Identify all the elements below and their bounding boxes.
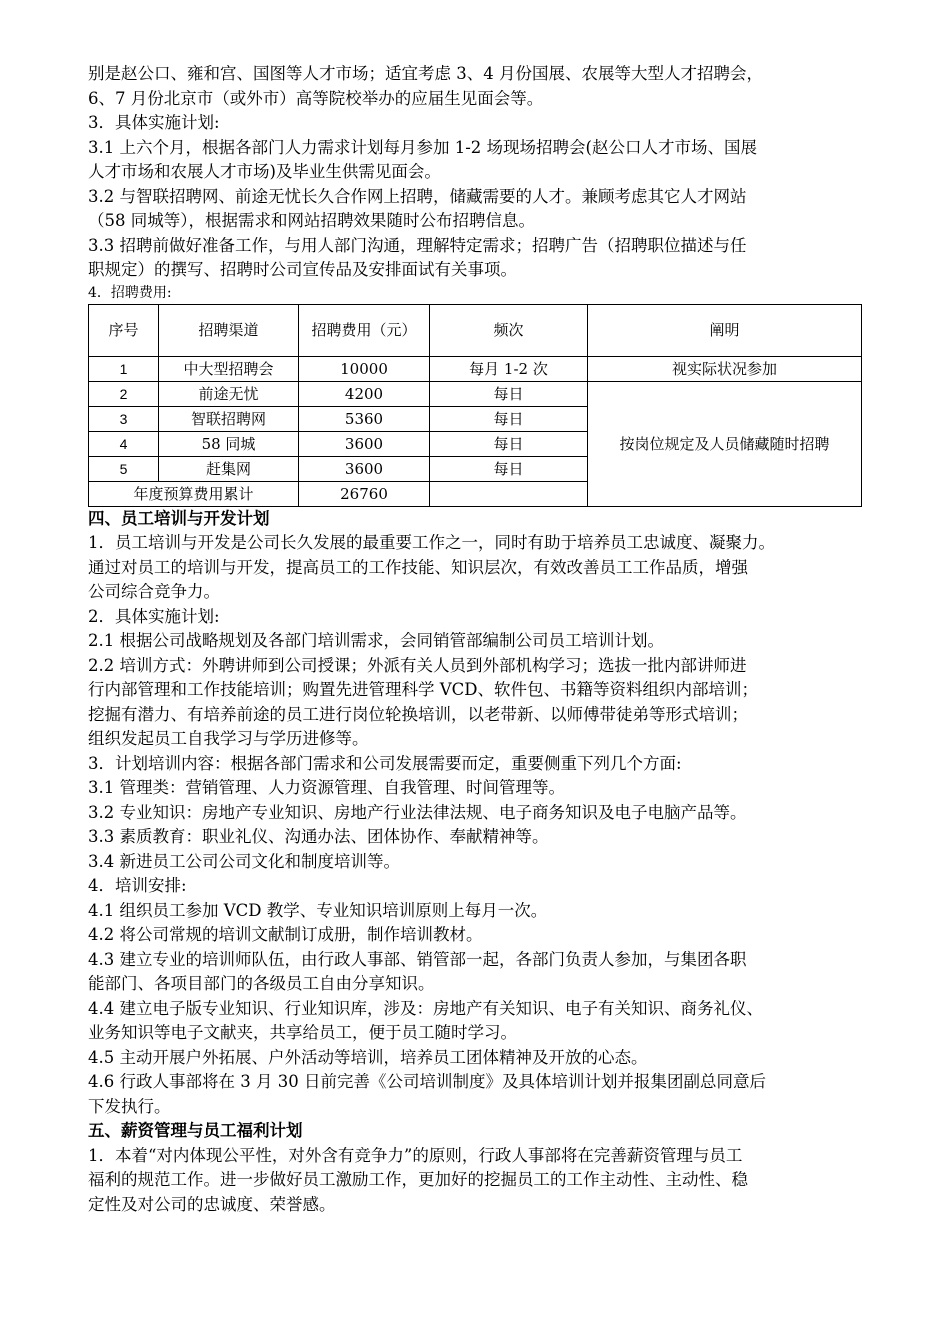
cell-cost: 4200 (299, 381, 430, 406)
table-caption: 4．招聘费用: (88, 284, 172, 301)
cell-no: 3 (89, 406, 159, 431)
text-line: 4．培训安排: (88, 876, 187, 895)
cell-total-value: 26760 (299, 481, 430, 506)
text-line: （58 同城等），根据需求和网站招聘效果随时公布招聘信息。 (88, 211, 535, 230)
intro-paragraphs (88, 62, 868, 283)
text-line: 3.2 专业知识：房地产专业知识、房地产行业法律法规、电子商务知识及电子电脑产品等。 (88, 802, 747, 822)
text-line: 3.3 素质教育：职业礼仪、沟通办法、团体协作、奉献精神等。 (88, 827, 549, 846)
text-line: 行内部管理和工作技能培训；购置先进管理科学 VCD、软件包、书籍等资料组织内部培训； (88, 680, 759, 699)
text-line: 下发执行。 (88, 1096, 171, 1116)
text-line: 3.1 管理类：营销管理、人力资源管理、自我管理、时间管理等。 (88, 778, 565, 797)
cell-note: 视实际状况参加 (588, 356, 862, 381)
text-line: 4.5 主动开展户外拓展、户外活动等培训，培养员工团体精神及开放的心态。 (88, 1047, 648, 1067)
text-line: 3.2 与智联招聘网、前途无忧长久合作网上招聘，储藏需要的人才。兼顾考虑其它人才网站 (88, 186, 747, 206)
cell-channel: 中大型招聘会 (159, 356, 299, 381)
cell-merged-note: 按岗位规定及人员储藏随时招聘 (588, 381, 862, 506)
cell-frequency: 每日 (430, 456, 588, 481)
text-line: 2.2 培训方式：外聘讲师到公司授课；外派有关人员到外部机构学习；选拔一批内部讲师进 (88, 655, 747, 675)
cell-cost: 3600 (299, 431, 430, 456)
section-5-title: 五、薪资管理与员工福利计划 (88, 1121, 303, 1140)
text-line: 公司综合竞争力。 (88, 582, 220, 601)
cell-channel: 赶集网 (159, 456, 299, 481)
table-row (89, 356, 862, 381)
cell-frequency: 每日 (430, 381, 588, 406)
text-line: 组织发起员工自我学习与学历进修等。 (88, 729, 369, 748)
text-line: 3.1 上六个月，根据各部门人力需求计划每月参加 1-2 场现场招聘会(赵公口人才市场、国展 (88, 137, 757, 157)
section-4-title: 四、员工培训与开发计划 (88, 508, 270, 528)
header-cost: 招聘费用（元） (299, 304, 430, 356)
text-line: 4.4 建立电子版专业知识、行业知识库，涉及：房地产有关知识、电子有关知识、商务礼仪、 (88, 998, 763, 1018)
text-line: 福利的规范工作。进一步做好员工激励工作，更加好的挖掘员工的工作主动性、主动性、稳 (88, 1170, 748, 1189)
section-5-body (88, 1144, 868, 1218)
cell-no: 1 (89, 356, 159, 381)
cell-no: 2 (89, 381, 159, 406)
cell-frequency: 每日 (430, 406, 588, 431)
text-line: 人才市场和农展人才市场)及毕业生供需见面会。 (88, 162, 441, 181)
text-line: 6、7 月份北京市（或外市）高等院校举办的应届生见面会等。 (88, 88, 544, 108)
cell-empty (430, 481, 588, 506)
cell-frequency: 每日 (430, 431, 588, 456)
cell-channel: 前途无忧 (159, 381, 299, 406)
text-line: 4.2 将公司常规的培训文献制订成册，制作培训教材。 (88, 925, 483, 944)
cell-total-label: 年度预算费用累计 (89, 481, 299, 506)
text-line: 能部门、各项目部门的各级员工自由分享知识。 (88, 974, 435, 993)
cell-cost: 10000 (299, 356, 430, 381)
cell-channel: 58 同城 (159, 431, 299, 456)
text-line: 业务知识等电子文献夹，共享给员工，便于员工随时学习。 (88, 1023, 517, 1042)
text-line: 1．本着“对内体现公平性，对外含有竞争力”的原则，行政人事部将在完善薪资管理与员工 (88, 1145, 743, 1165)
text-line: 3.4 新进员工公司公司文化和制度培训等。 (88, 851, 400, 871)
recruitment-cost-table (88, 304, 862, 507)
text-line: 定性及对公司的忠诚度、荣誉感。 (88, 1194, 336, 1214)
text-line: 2.1 根据公司战略规划及各部门培训需求，会同销管部编制公司员工培训计划。 (88, 631, 664, 650)
text-line: 4.6 行政人事部将在 3 月 30 日前完善《公司培训制度》及具体培训计划并报集团副总同意后 (88, 1072, 766, 1091)
document-page (88, 62, 868, 1217)
cell-no: 4 (89, 431, 159, 456)
header-no: 序号 (89, 304, 159, 356)
table-row (89, 381, 862, 406)
cell-channel: 智联招聘网 (159, 406, 299, 431)
text-line: 挖掘有潜力、有培养前途的员工进行岗位轮换培训，以老带新、以师傅带徒弟等形式培训； (88, 704, 748, 724)
table-header-row (89, 304, 862, 356)
section-4-body (88, 531, 868, 1119)
cell-frequency: 每月 1-2 次 (430, 356, 588, 381)
text-line: 通过对员工的培训与开发，提高员工的工作技能、知识层次，有效改善员工工作品质，增强 (88, 557, 748, 577)
text-line: 4.3 建立专业的培训师队伍，由行政人事部、销管部一起，各部门负责人参加，与集团各职 (88, 949, 747, 969)
text-line: 职规定）的撰写、招聘时公司宣传品及安排面试有关事项。 (88, 260, 517, 279)
header-note: 阐明 (588, 304, 862, 356)
cell-cost: 3600 (299, 456, 430, 481)
text-line: 2．具体实施计划: (88, 606, 220, 626)
cell-cost: 5360 (299, 406, 430, 431)
text-line: 3．具体实施计划: (88, 113, 220, 132)
header-channel: 招聘渠道 (159, 304, 299, 356)
text-line: 3．计划培训内容：根据各部门需求和公司发展需要而定，重要侧重下列几个方面: (88, 753, 682, 773)
text-line: 4.1 组织员工参加 VCD 教学、专业知识培训原则上每月一次。 (88, 900, 548, 920)
text-line: 1．员工培训与开发是公司长久发展的最重要工作之一，同时有助于培养员工忠诚度、凝聚力。 (88, 533, 775, 552)
text-line: 别是赵公口、雍和宫、国图等人才市场；适宜考虑 3、4 月份国展、农展等大型人才招聘会， (88, 64, 763, 83)
header-frequency: 频次 (430, 304, 588, 356)
text-line: 3.3 招聘前做好准备工作，与用人部门沟通，理解特定需求；招聘广告（招聘职位描述与任 (88, 235, 747, 255)
cell-no: 5 (89, 456, 159, 481)
